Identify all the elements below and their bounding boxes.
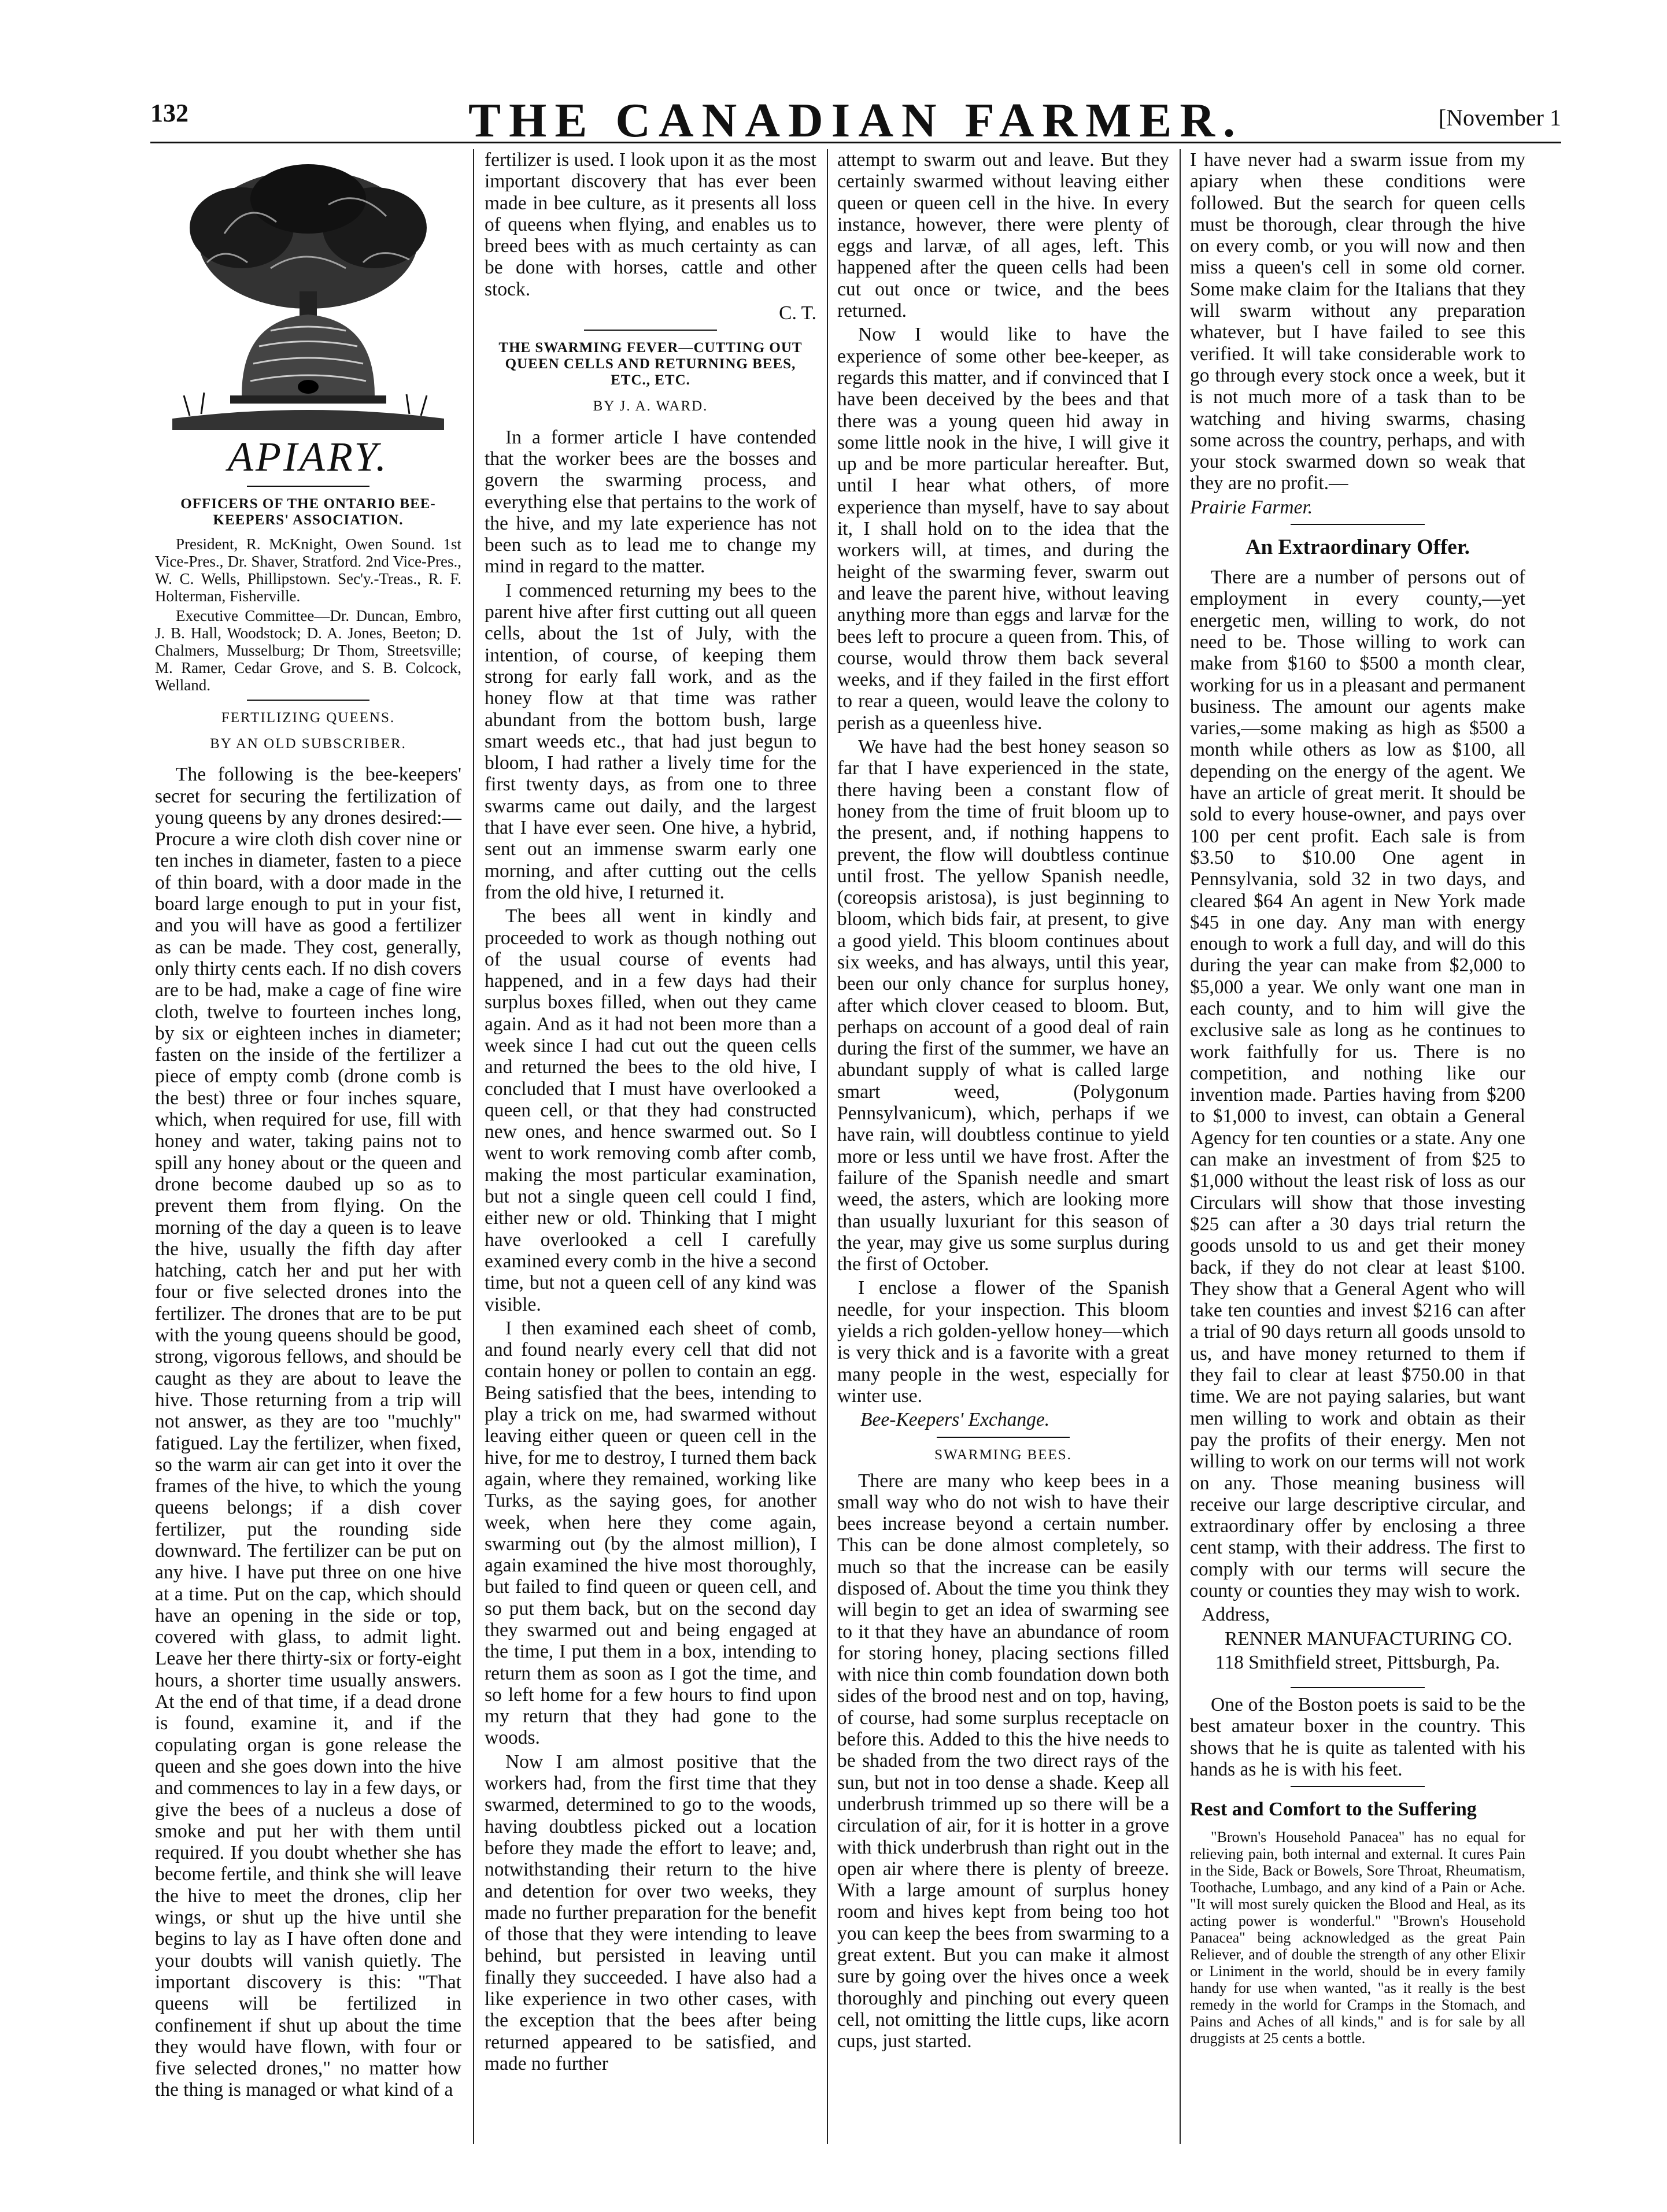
divider bbox=[1291, 1786, 1425, 1787]
paragraph: There are a number of persons out of employment in every county,—yet energetic men, willing to work, do not need to be. Those willing to work can make from $160 to $500 a month clear, working for us in a pleasant and permanent business. The amount our agents make varies,—some making as high as $500 a month while others as low as $100, all depending on the energy of the agent. We have an article of great merit. It should be sold to every house-owner, and pays over 100 per cent profit. Each sale is from $3.50 to $10.00 One agent in Pennsylvania, sold 32 in two days, and cleared $64 An agent in New York made $45 in one day. Any man with energy enough to work a full day, and will do this during the year can make from $2,000 to $5,000 a year. We only want one man in each county, and to him will give the exclusive sale as long as he continues to work faithfully for us. There is no competition, and nothing like our invention made. Parties having from $200 to $1,000 to invest, can obtain a General Agency for ten counties or a state. Any one can make an investment of from $25 to $1,000 without the least risk of loss as our Circulars will show that those investing $25 can after a 30 days trial return the goods unsold to us and get their money back, if they do not clear at least $100. They show that a General Agent who will take ten counties and invest $216 can after a trial of 90 days return all goods unsold to us, and have money returned to them if they fail to clear at least $750.00 in that time. We are not paying salaries, but want men willing to work and obtain as their pay the profits of their energy. Men not willing to work on our terms will not work on any. Those meaning business will receive our large descriptive circular, and extraordinary offer by enclosing a three cent stamp, with their address. The first to comply with our terms will secure the county or counties they may wish to work. bbox=[1190, 567, 1525, 1601]
company-name: RENNER MANUFACTURING CO. bbox=[1225, 1627, 1513, 1649]
beehive-woodcut-illustration bbox=[155, 153, 461, 430]
executive-text: Executive Committee—Dr. Duncan, Embro, J. B. Hall, Woodstock; D. A. Jones, Beeton; D. Chalmers, Musselburg; Dr Thom, Streetsville; M. Ramer, Cedar Grove, and S. B. Colcock, Welland. bbox=[155, 607, 461, 694]
column-4 bbox=[1190, 149, 1525, 2049]
divider bbox=[937, 1437, 1070, 1438]
company-address: 118 Smithfield street, Pittsburgh, Pa. bbox=[1215, 1651, 1500, 1673]
section-title: APIARY. bbox=[227, 434, 389, 480]
paragraph: We have had the best honey season so far that I have experienced in the state, there having been a constant flow of honey from the time of fruit bloom up to the present, and, if nothing happens to prevent, the flow will doubtless continue until frost. The yellow Spanish needle, (coreopsis aristosa), is just beginning to bloom, which bids fair, at present, to give a good yield. This bloom continues about six weeks, and has always, until this year, been our only chance for surplus honey, after which clover ceased to bloom. But, perhaps on account of a good deal of rain during the first of the summer, we have an abundant supply of what is called large smart weed, (Polygonum Pennsylvanicum), which, perhaps if we have rain, will doubtless continue to yield more or less until we have frost. After the failure of the Spanish needle and smart weed, the asters, which are looking more than usually luxuriant for this season of the year, may give us some surplus during the first of October. bbox=[837, 736, 1169, 1275]
byline: BY AN OLD SUBSCRIBER. bbox=[210, 736, 406, 752]
masthead: THE CANADIAN FARMER. bbox=[468, 94, 1244, 147]
article-title: SWARMING BEES. bbox=[934, 1447, 1072, 1463]
divider bbox=[584, 330, 717, 331]
paragraph: I have never had a swarm issue from my apiary when these conditions were followed. But the search for queen cells must be thorough, clear through the hive on every comb, or you will now and then miss a queen's cell in some old corner. Some make claim for the Italians that they will swarm without any preparation whatever, but I have failed to see this verified. It will take considerable work to go through every stock once a week, but it is not much more of a task than to be watching and hiving swarms, chasing some across the country, perhaps, and with your stock swarmed down so weak that they are no profit.— bbox=[1190, 149, 1525, 494]
article-title: An Extraordinary Offer. bbox=[1245, 535, 1470, 560]
issue-date: [November 1 bbox=[1438, 105, 1561, 131]
paragraph: "Brown's Household Panacea" has no equal for relieving pain, both internal and external. It cures Pain in the Side, Back or Bowels, Sore Throat, Rheumatism, Toothache, Lumbago, and any kind of a Pain or Ache. "It will most surely quicken the Blood and Heal, as its acting power is wonderful." "Brown's Household Panacea" being acknowledged as the great Pain Reliever, and of double the strength of any other Elixir or Liniment in the world, should be in every family handy for use when wanted, "as it really is the best remedy in the world for Cramps in the Stomach, and Pains and Aches of all kinds," and is for sale by all druggists at 25 cents a bottle. bbox=[1190, 1829, 1525, 2047]
paragraph: Now I am almost positive that the workers had, from the first time that they swarmed, determined to go to the woods, having doubtless picked out a location before they made the effort to leave; and, notwithstanding their return to the hive and detention for over two weeks, they made no further preparation for the benefit of those that they were intending to leave behind, but persisted in leaving until finally they succeeded. I have also had a like experience in two other cases, with the exception that the bees after being returned appeared to be satisfied, and made no further bbox=[485, 1751, 816, 2074]
paragraph: attempt to swarm out and leave. But they certainly swarmed without leaving either queen or queen cell in the hive. In every instance, however, there were plenty of eggs and larvæ, of all ages, left. This happened after the queen cells had been cut out once or twice, and the bees returned. bbox=[837, 149, 1169, 322]
officers-text: President, R. McKnight, Owen Sound. 1st Vice-Pres., Dr. Shaver, Stratford. 2nd Vice-Pres., W. C. Wells, Phillipstown. Sec'y.-Treas., R. F. Holterman, Fisherville. bbox=[155, 535, 461, 605]
credit: Bee-Keepers' Exchange. bbox=[860, 1409, 1050, 1431]
paragraph: I enclose a flower of the Spanish needle, for your inspection. This bloom yields a rich golden-yellow honey—which is very thick and is a favorite with a great many people in the west, especially for winter use. bbox=[837, 1277, 1169, 1407]
paragraph: There are many who keep bees in a small way who do not wish to have their bees increase beyond a certain number. This can be done almost completely, so much so that the increase can be easily disposed of. About the time you think they will begin to get an idea of swarming see to it that they have an abundance of room for storing honey, placing sections filled with nice thin comb foundation down both sides of the brood nest and on top, having, of course, had some surplus receptacle on before this. Added to this the hive needs to be shaded from the two direct rays of the sun, but not in too dense a shade. Keep all underbrush trimmed up so there will be a circulation of air, for it is hotter in a grove with thick underbrush than right out in the open air where there is plenty of breeze. With a large amount of surplus honey room and hives kept from being too hot you can keep the bees from swarming to a great extent. But you can make it almost sure by going over the hives once a week thoroughly and pinching out every queen cell, not omitting the little cups, like acorn cups, just started. bbox=[837, 1470, 1169, 2052]
divider bbox=[1291, 524, 1425, 525]
byline: BY J. A. WARD. bbox=[593, 398, 708, 415]
page-number: 132 bbox=[150, 99, 188, 127]
divider bbox=[247, 486, 369, 487]
paragraph: I then examined each sheet of comb, and found nearly every cell that did not contain honey or pollen to contain an egg. Being satisfied that the bees, intending to play a trick on me, had swarmed without leaving either queen or queen cell in the hive, for me to destroy, I turned them back again, where they remained, working like Turks, as the saying goes, for another week, when here they come again, swarming out (by the almost million), I again examined the hive most thoroughly, but failed to find queen or queen cell, and so put them back, but on the second day they swarmed out and being engaged at the time, I put them in a box, intending to return them as soon as I got the time, and so left home for a few hours to find upon my return that they had gone to the woods. bbox=[485, 1317, 816, 1749]
paragraph: In a former article I have contended that the worker bees are the bosses and govern the swarming process, and everything else that pertains to the work of the hive, and my late experience has not been such as to lead me to change my mind in regard to the matter. bbox=[485, 426, 816, 578]
column-2 bbox=[485, 149, 816, 2077]
column-rule bbox=[473, 149, 474, 2144]
column-rule bbox=[827, 149, 828, 2144]
credit: Prairie Farmer. bbox=[1190, 496, 1313, 518]
column-1 bbox=[155, 149, 461, 2103]
header-rule bbox=[150, 142, 1561, 143]
column-rule bbox=[1180, 149, 1181, 2144]
article-title: Rest and Comfort to the Suffering bbox=[1190, 1799, 1477, 1821]
divider bbox=[247, 700, 369, 701]
officers-heading: OFFICERS OF THE ONTARIO BEE-KEEPERS' ASSOCIATION. bbox=[180, 496, 436, 528]
paragraph: I commenced returning my bees to the parent hive after first cutting out all queen cells, about the 1st of July, with the intention, of course, of keeping them strong for early fall work, and as the honey flow at that time was rather abundant from the bottom bush, large smart weeds etc., that had just begun to bloom, I had rather a lively time for the first twenty days, as from one to three swarms came out daily, and the largest that I have ever seen. One hive, a hybrid, sent out an immense swarm early one morning, and after cutting out the cells from the old hive, I returned it. bbox=[485, 579, 816, 903]
paragraph: fertilizer is used. I look upon it as the most important discovery that has ever been made in bee culture, as it presents all loss of queens when flying, and enables us to breed bees with as much certainty as can be done with horses, cattle and other stock. bbox=[485, 149, 816, 300]
paragraph: The following is the bee-keepers' secret for securing the fertilization of young queens by any drones desired:—Procure a wire cloth dish cover nine or ten inches in diameter, fasten to a piece of thin board, with a door made in the board large enough to put in your fist, and you will have as good a fertilizer as can be made. They cost, generally, only thirty cents each. If no dish covers are to be had, make a cage of fine wire cloth, twelve to fourteen inches long, by six or eighteen inches in diameter; fasten on the inside of the fertilizer a piece of empty comb (drone comb is the best) three or four inches square, which, when required for use, fill with honey and water, taking pains not to spill any honey about or the queen and drone become daubed up so as to prevent them from flying. On the morning of the day a queen is to leave the hive, usually the fifth day after hatching, catch her and put her with four or five selected drones into the fertilizer. The drones that are to be put with the young queens should be good, strong, vigorous fellows, and should be caught as they are about to leave the hive. Those returning from a trip will not answer, as they are too "muchly" fatigued. Lay the fertilizer, when fixed, so the warm air can get into it over the frames of the hive, to which the young queens belongs; if a dish cover fertilizer, put the rounding side downward. The fertilizer can be put on any hive. I have put three on one hive at a time. Put on the cap, which should have an opening in the side or top, covered with glass, to admit light. Leave her there thirty-six or forty-eight hours, a shorter time usually answers. At the end of that time, if a dead drone is found, examine it, and if the copulating organ is gone release the queen and she goes down into the hive and commences to lay in a few days, or give the bees of a nucleus a dose of smoke and put her with them until required. If you doubt whether she has become fertile, and think she will leave the hive to meet the drones, clip her wings, or shut up the hive until she begins to lay as I have often done and your doubts will vanish quietly. The important discovery is this: "That queens will be fertilized in confinement if shut up about the time they would have flown, with four or five selected drones," no matter how the thing is managed or what kind of a bbox=[155, 764, 461, 2101]
article-title: THE SWARMING FEVER—CUTTING OUT QUEEN CELLS AND RETURNING BEES, ETC., ETC. bbox=[498, 340, 803, 389]
paragraph: One of the Boston poets is said to be the best amateur boxer in the country. This shows that he is quite as talented with his hands as he is with his feet. bbox=[1190, 1694, 1525, 1781]
column-3 bbox=[837, 149, 1169, 2055]
paragraph: The bees all went in kindly and proceeded to work as though nothing out of the usual course of events had happened, and in a few days had their surplus boxes filled, when out they came again. And as it had not been more than a week since I had cut out the queen cells and returned the bees to the old hive, I concluded that I must have overlooked a queen cell, or that they had constructed new ones, and hence swarmed out. So I went to work removing comb after comb, making the most particular examination, but not a single queen cell could I find, either new or old. Thinking that I might have overlooked a cell I carefully examined every comb in the hive a second time, but not a queen cell of any kind was visible. bbox=[485, 905, 816, 1315]
divider bbox=[1291, 1687, 1425, 1688]
page-header bbox=[150, 87, 1561, 150]
signature: C. T. bbox=[779, 302, 816, 324]
address-label: Address, bbox=[1202, 1604, 1270, 1626]
article-title: FERTILIZING QUEENS. bbox=[221, 710, 396, 726]
paragraph: Now I would like to have the experience of some other bee-keeper, as regards this matter, and if convinced that I have been deceived by the bees and that there was a young queen hid away in some little nook in the hive, I will give it up and be more particular hereafter. But, until I hear what others, of more experience than myself, have to say about it, I shall hold on to the idea that the workers will, at times, and during the height of the swarming fever, swarm out and leave the parent hive, without leaving anything more than eggs and larvæ for the bees left to procure a queen from. This, of course, would throw them back several weeks, and if they failed in the first effort to rear a queen, would leave the colony to perish as a queenless hive. bbox=[837, 324, 1169, 734]
